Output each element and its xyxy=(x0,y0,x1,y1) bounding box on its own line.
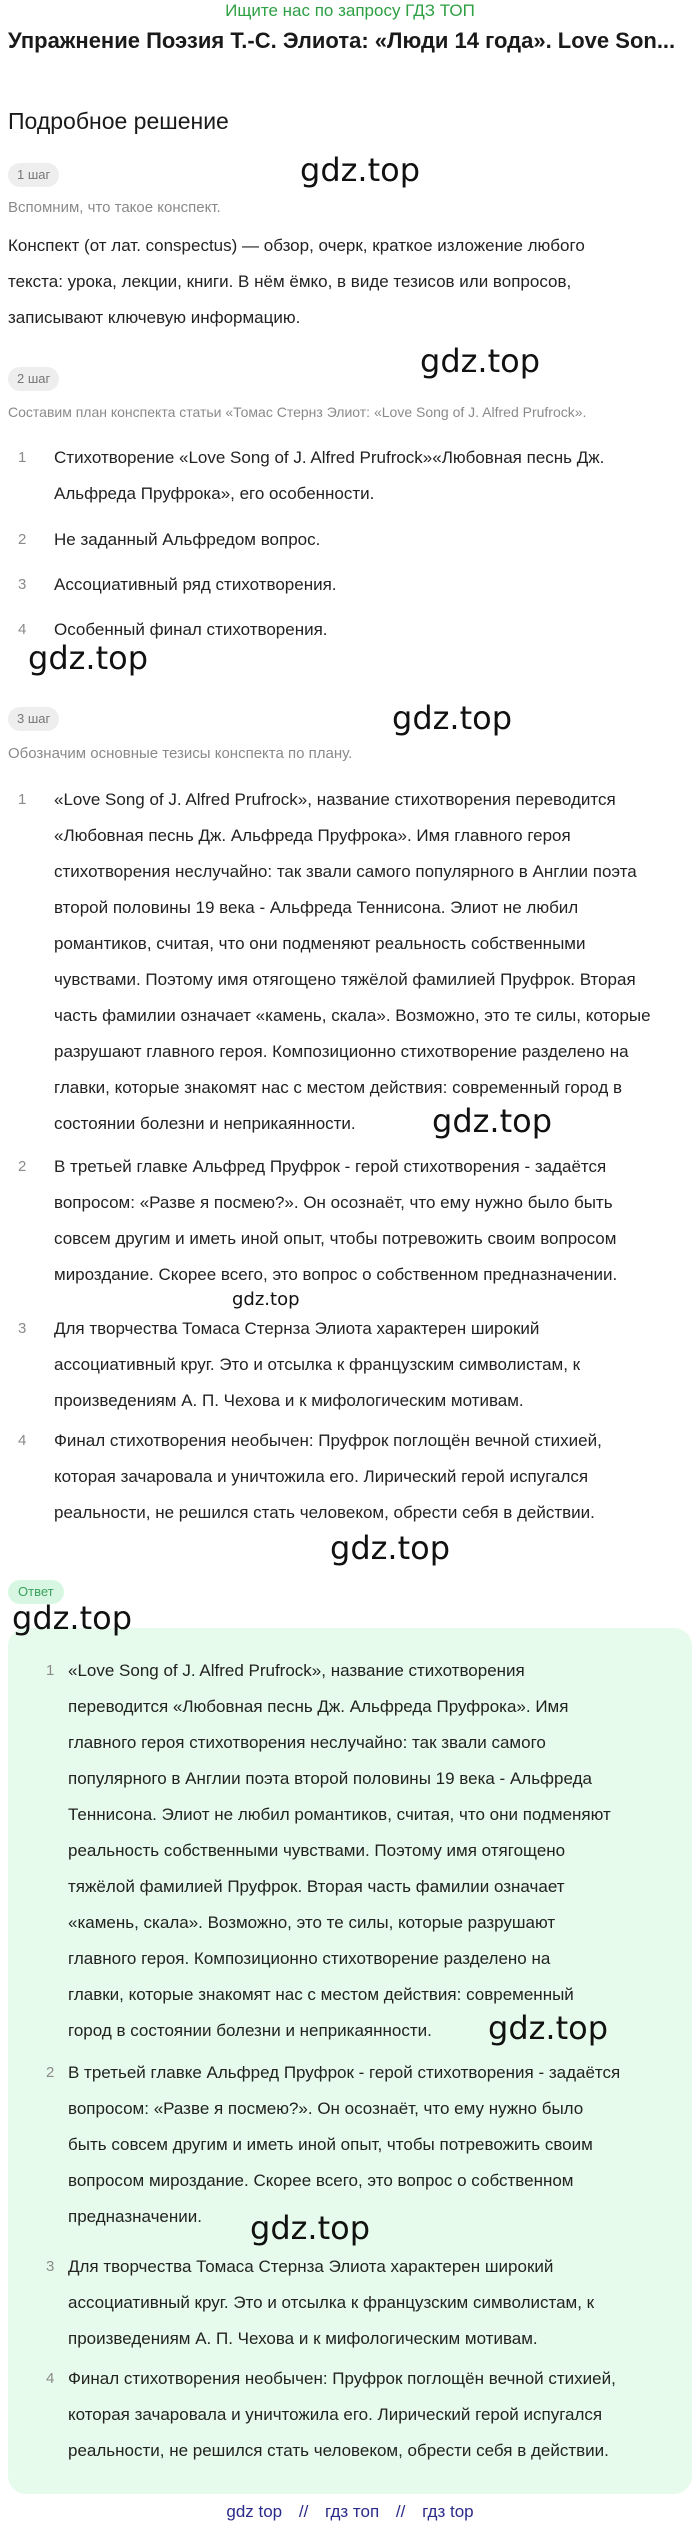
item-line: Теннисона. Элиот не любил романтиков, считая, что они подменяют xyxy=(68,1805,611,1824)
definition-line: Конспект (от лат. conspectus) — обзор, очерк, краткое изложение любого xyxy=(8,236,585,255)
definition-text xyxy=(8,228,678,336)
item-number: 3 xyxy=(18,1320,27,1337)
answer-badge: Ответ xyxy=(8,1580,64,1604)
item-line: стихотворения неслучайно: так звали самого популярного в Англии поэта xyxy=(54,862,637,881)
item-line: Финал стихотворения необычен: Пруфрок поглощён вечной стихией, xyxy=(68,2369,616,2388)
item-line: «Love Song of J. Alfred Prufrock», название стихотворения xyxy=(68,1661,525,1680)
item-line: мироздание. Скорее всего, это вопрос о собственном предназначении. xyxy=(54,1265,618,1284)
step-badge-3: 3 шаг xyxy=(8,707,59,731)
item-line: В третьей главке Альфред Пруфрок - герой стихотворения - задаётся xyxy=(68,2063,621,2082)
watermark: gdz.top xyxy=(232,1289,300,1310)
item-number: 1 xyxy=(46,1662,55,1679)
item-number: 2 xyxy=(18,531,27,548)
item-line: Особенный финал стихотворения. xyxy=(54,620,328,639)
footer-link-gdz-top[interactable]: gdz top xyxy=(226,2502,283,2521)
item-number: 3 xyxy=(46,2258,55,2275)
section-title: Подробное решение xyxy=(8,108,229,134)
item-line: состоянии болезни и неприкаянности. xyxy=(54,1114,356,1133)
watermark: gdz.top xyxy=(432,1102,553,1140)
step-badge-2: 2 шаг xyxy=(8,367,59,391)
watermark: gdz.top xyxy=(420,342,541,380)
item-line: главного героя. Композиционно стихотворение разделено на xyxy=(68,1949,551,1968)
step-hint-2: Составим план конспекта статьи «Томас Стернз Элиот: «Love Song of J. Alfred Prufrock». xyxy=(8,404,587,420)
item-line: популярного в Англии поэта второй половины 19 века - Альфреда xyxy=(68,1769,592,1788)
item-line: В третьей главке Альфред Пруфрок - герой стихотворения - задаётся xyxy=(54,1157,607,1176)
watermark: gdz.top xyxy=(330,1529,451,1567)
item-number: 1 xyxy=(18,449,27,466)
item-line: произведениям А. П. Чехова и к мифологическим мотивам. xyxy=(68,2329,538,2348)
item-line: произведениям А. П. Чехова и к мифологическим мотивам. xyxy=(54,1391,524,1410)
step-hint-3: Обозначим основные тезисы конспекта по плану. xyxy=(8,745,353,762)
item-line: главного героя стихотворения неслучайно: так звали самого xyxy=(68,1733,546,1752)
item-line: быть совсем другим и иметь иной опыт, чтобы потревожить своим xyxy=(68,2135,593,2154)
item-line: реальности, не решился стать человеком, обрести себя в действии. xyxy=(54,1503,595,1522)
footer-link-gdz-top-mixed[interactable]: гдз top xyxy=(422,2502,474,2521)
item-line: чувствами. Поэтому имя отягощено тяжёлой фамилией Пруфрок. Вторая xyxy=(54,970,636,989)
item-line: разрушают главного героя. Композиционно стихотворение разделено на xyxy=(54,1042,629,1061)
watermark: gdz.top xyxy=(392,699,513,737)
item-number: 3 xyxy=(18,576,27,593)
item-line: Альфреда Пруфрока», его особенности. xyxy=(54,484,375,503)
item-line: которая зачаровала и уничтожила его. Лирический герой испугался xyxy=(68,2405,603,2424)
item-line: вопросом: «Разве я посмею?». Он осознаёт, что ему нужно было быть xyxy=(54,1193,613,1212)
watermark: gdz.top xyxy=(12,1599,133,1637)
item-line: ассоциативный круг. Это и отсылка к французским символистам, к xyxy=(54,1355,581,1374)
item-line: «камень, скала». Возможно, это те силы, которые разрушают xyxy=(68,1913,556,1932)
item-line: второй половины 19 века - Альфреда Теннисона. Элиот не любил xyxy=(54,898,579,917)
footer-links xyxy=(0,2500,700,2524)
item-number: 2 xyxy=(18,1158,27,1175)
item-number: 4 xyxy=(18,621,27,638)
item-number: 4 xyxy=(46,2370,55,2387)
item-line: совсем другим и иметь иной опыт, чтобы потревожить своим вопросом xyxy=(54,1229,617,1248)
footer-link-gdz-top-ru[interactable]: гдз топ xyxy=(325,2502,380,2521)
item-line: Для творчества Томаса Стернза Элиота характерен широкий xyxy=(54,1319,540,1338)
item-line: тяжёлой фамилией Пруфрок. Вторая часть фамилии означает xyxy=(68,1877,565,1896)
item-line: Финал стихотворения необычен: Пруфрок поглощён вечной стихией, xyxy=(54,1431,602,1450)
item-line: которая зачаровала и уничтожила его. Лирический герой испугался xyxy=(54,1467,589,1486)
watermark: gdz.top xyxy=(28,639,149,677)
item-line: предназначении. xyxy=(68,2207,202,2226)
item-line: Стихотворение «Love Song of J. Alfred Prufrock»«Любовная песнь Дж. xyxy=(54,448,605,467)
definition-line: текста: урока, лекции, книги. В нём ёмко, в виде тезисов или вопросов, xyxy=(8,272,572,291)
item-line: реальность собственными чувствами. Поэтому имя отягощено xyxy=(68,1841,566,1860)
footer-separator: // xyxy=(395,2502,406,2521)
item-number: 1 xyxy=(18,791,27,808)
search-banner[interactable]: Ищите нас по запросу ГДЗ ТОП xyxy=(225,1,475,20)
watermark: gdz.top xyxy=(250,2209,371,2247)
item-line: Для творчества Томаса Стернза Элиота характерен широкий xyxy=(68,2257,554,2276)
item-line: главки, которые знакомят нас с местом действия: современный город в xyxy=(54,1078,623,1097)
watermark: gdz.top xyxy=(488,2009,609,2047)
item-line: часть фамилии означает «камень, скала». Возможно, это те силы, которые xyxy=(54,1006,651,1025)
item-line: главки, которые знакомят нас с местом действия: современный xyxy=(68,1985,574,2004)
page-title: Упражнение Поэзия Т.-С. Элиота: «Люди 14 года». Love Son... xyxy=(8,28,676,53)
item-line: переводится «Любовная песнь Дж. Альфреда Пруфрока». Имя xyxy=(68,1697,569,1716)
item-line: «Love Song of J. Alfred Prufrock», название стихотворения переводится xyxy=(54,790,616,809)
item-number: 4 xyxy=(18,1432,27,1449)
step-badge-1: 1 шаг xyxy=(8,163,59,187)
item-line: Не заданный Альфредом вопрос. xyxy=(54,530,321,549)
item-line: город в состоянии болезни и неприкаянности. xyxy=(68,2021,432,2040)
item-line: вопросом: «Разве я посмею?». Он осознаёт, что ему нужно было xyxy=(68,2099,584,2118)
item-line: ассоциативный круг. Это и отсылка к французским символистам, к xyxy=(68,2293,595,2312)
step-hint-1: Вспомним, что такое конспект. xyxy=(8,199,221,216)
item-line: Ассоциативный ряд стихотворения. xyxy=(54,575,337,594)
definition-line: записывают ключевую информацию. xyxy=(8,308,301,327)
item-line: романтиков, считая, что они подменяют реальность собственными xyxy=(54,934,586,953)
watermark: gdz.top xyxy=(300,151,421,189)
item-line: реальности, не решился стать человеком, обрести себя в действии. xyxy=(68,2441,609,2460)
footer-separator: // xyxy=(298,2502,309,2521)
item-number: 2 xyxy=(46,2064,55,2081)
item-line: «Любовная песнь Дж. Альфреда Пруфрока». Имя главного героя xyxy=(54,826,571,845)
item-line: вопросом мироздание. Скорее всего, это вопрос о собственном xyxy=(68,2171,574,2190)
